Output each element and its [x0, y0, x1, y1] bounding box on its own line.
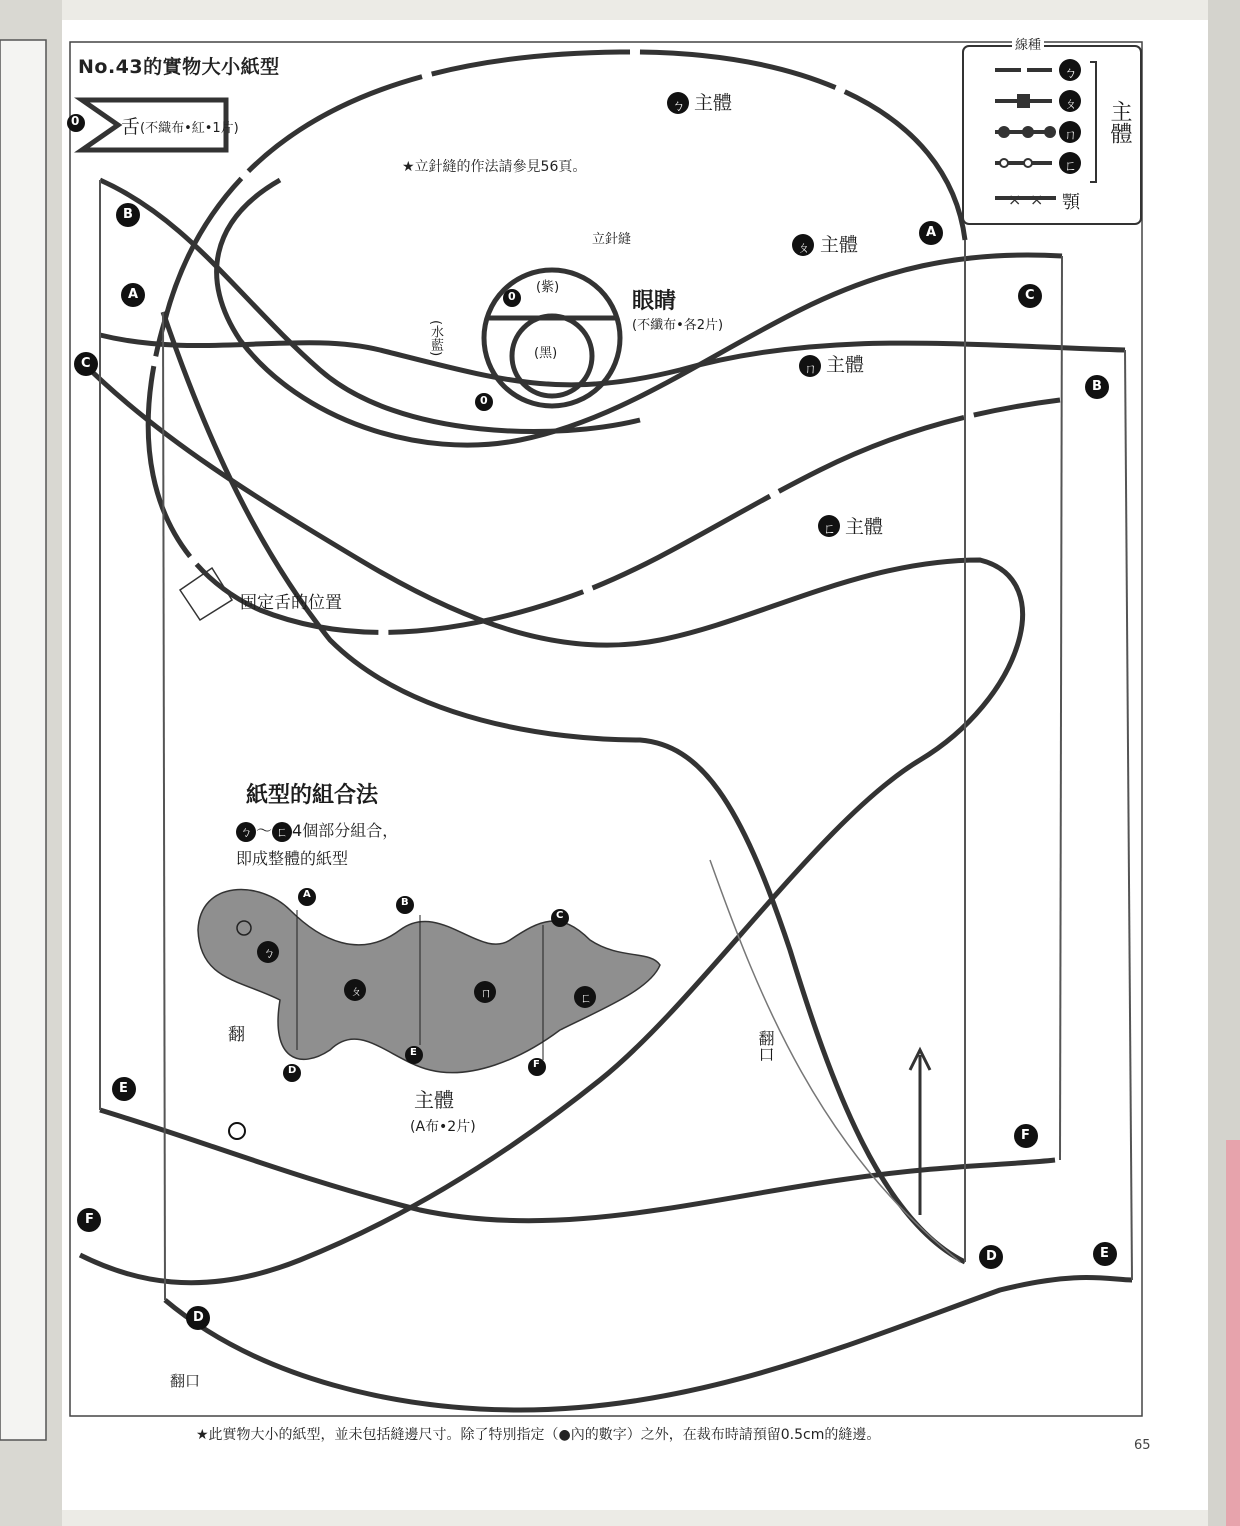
legend-body-label: 主體 [1107, 100, 1132, 144]
marker-c-left: C [81, 356, 91, 371]
marker-f-right: F [1021, 1128, 1030, 1143]
assembly-section-1: ㄅ [263, 946, 276, 960]
eye-detail: (不纖布•各2片) [632, 318, 724, 333]
legend-row-2: ㄆ [1064, 97, 1078, 112]
eye-stitch-label: 立針縫 [592, 232, 632, 247]
marker-e-left: E [119, 1081, 128, 1096]
label-turn-opening-1: 翻口 [756, 1030, 775, 1062]
assembly-marker-f: F [533, 1059, 540, 1070]
assembly-to-badge: ㄈ [272, 822, 292, 842]
assembly-section-2: ㄆ [350, 984, 363, 998]
assembly-tilde: ～ [256, 821, 273, 840]
pink-edge [1226, 1140, 1240, 1526]
eye-marker-bottom-label: 0 [480, 394, 488, 407]
marker-c-right: C [1025, 288, 1035, 303]
note-top: ★立針縫的作法請參見56頁。 [402, 159, 587, 175]
assembly-marker-c: C [556, 910, 564, 921]
tongue-detail: (不織布•紅•1片) [140, 121, 239, 136]
marker-b-left: B [123, 207, 133, 222]
marker-a-left: A [128, 287, 139, 302]
label-p-glyph: ㄆ [797, 241, 811, 256]
assembly-from [236, 818, 398, 842]
marker-b-right: B [1092, 379, 1102, 394]
label-m-main: 主體 [826, 354, 865, 376]
assembly-marker-d: D [288, 1065, 297, 1076]
svg-text:×: × [1030, 190, 1044, 209]
legend-row-4: ㄈ [1064, 159, 1078, 174]
assembly-title: 紙型的組合法 [246, 783, 379, 808]
svg-text:×: × [1008, 190, 1022, 209]
label-p-main: 主體 [820, 234, 859, 256]
label-f-glyph: ㄈ [823, 522, 837, 537]
eye-title: 眼睛 [632, 289, 677, 314]
legend-row-1: ㄅ [1064, 66, 1078, 81]
assembly-marker-b: B [401, 897, 409, 908]
label-b-glyph: ㄅ [672, 99, 686, 114]
label-tongue-position: 固定舌的位置 [240, 593, 342, 613]
left-page-edge [0, 40, 46, 1440]
eye-marker-top-label: 0 [508, 290, 516, 303]
tongue-label: 舌 [121, 116, 141, 138]
legend-jaw-label: 顎 [1062, 192, 1080, 213]
eye-color-top: (紫) [536, 280, 560, 295]
assembly-marker-e: E [410, 1047, 417, 1058]
marker-d-left: D [193, 1310, 204, 1325]
marker-e-right: E [1100, 1246, 1109, 1261]
eye-color-inner: (黑) [534, 346, 558, 361]
label-turn-opening-2: 翻口 [170, 1372, 201, 1390]
legend-title: 線種 [1012, 34, 1044, 53]
label-b-main: 主體 [694, 92, 733, 114]
assembly-from-badge: ㄅ [236, 822, 256, 842]
marker-a-right: A [926, 225, 937, 240]
paper [62, 20, 1208, 1510]
assembly-section-4: ㄈ [580, 991, 593, 1005]
marker-d-right: D [986, 1249, 997, 1264]
assembly-line-2: 即成整體的紙型 [236, 849, 349, 868]
assembly-section-3: ㄇ [480, 986, 493, 1000]
marker-f-left: F [85, 1212, 94, 1227]
label-m-glyph: ㄇ [804, 362, 818, 377]
assembly-line-1: 4個部分組合， [292, 821, 399, 840]
legend-row-3: ㄇ [1064, 128, 1078, 143]
assembly-marker-a: A [303, 889, 311, 900]
label-f-main: 主體 [845, 516, 884, 538]
eye-color-side: (水藍) [428, 320, 443, 357]
page-number: 65 [1134, 1438, 1151, 1453]
assembly-body-label: 主體 [414, 1088, 454, 1112]
tongue-marker: 0 [71, 114, 80, 128]
assembly-body-detail: (A布•2片) [410, 1119, 476, 1135]
label-turn-small: 翻 [228, 1025, 245, 1045]
page-title: No.43的實物大小紙型 [78, 56, 280, 78]
note-bottom: ★此實物大小的紙型，並未包括縫邊尺寸。除了特別指定（●內的數字）之外，在裁布時請預留0.5cm的縫邊。 [196, 1427, 881, 1443]
